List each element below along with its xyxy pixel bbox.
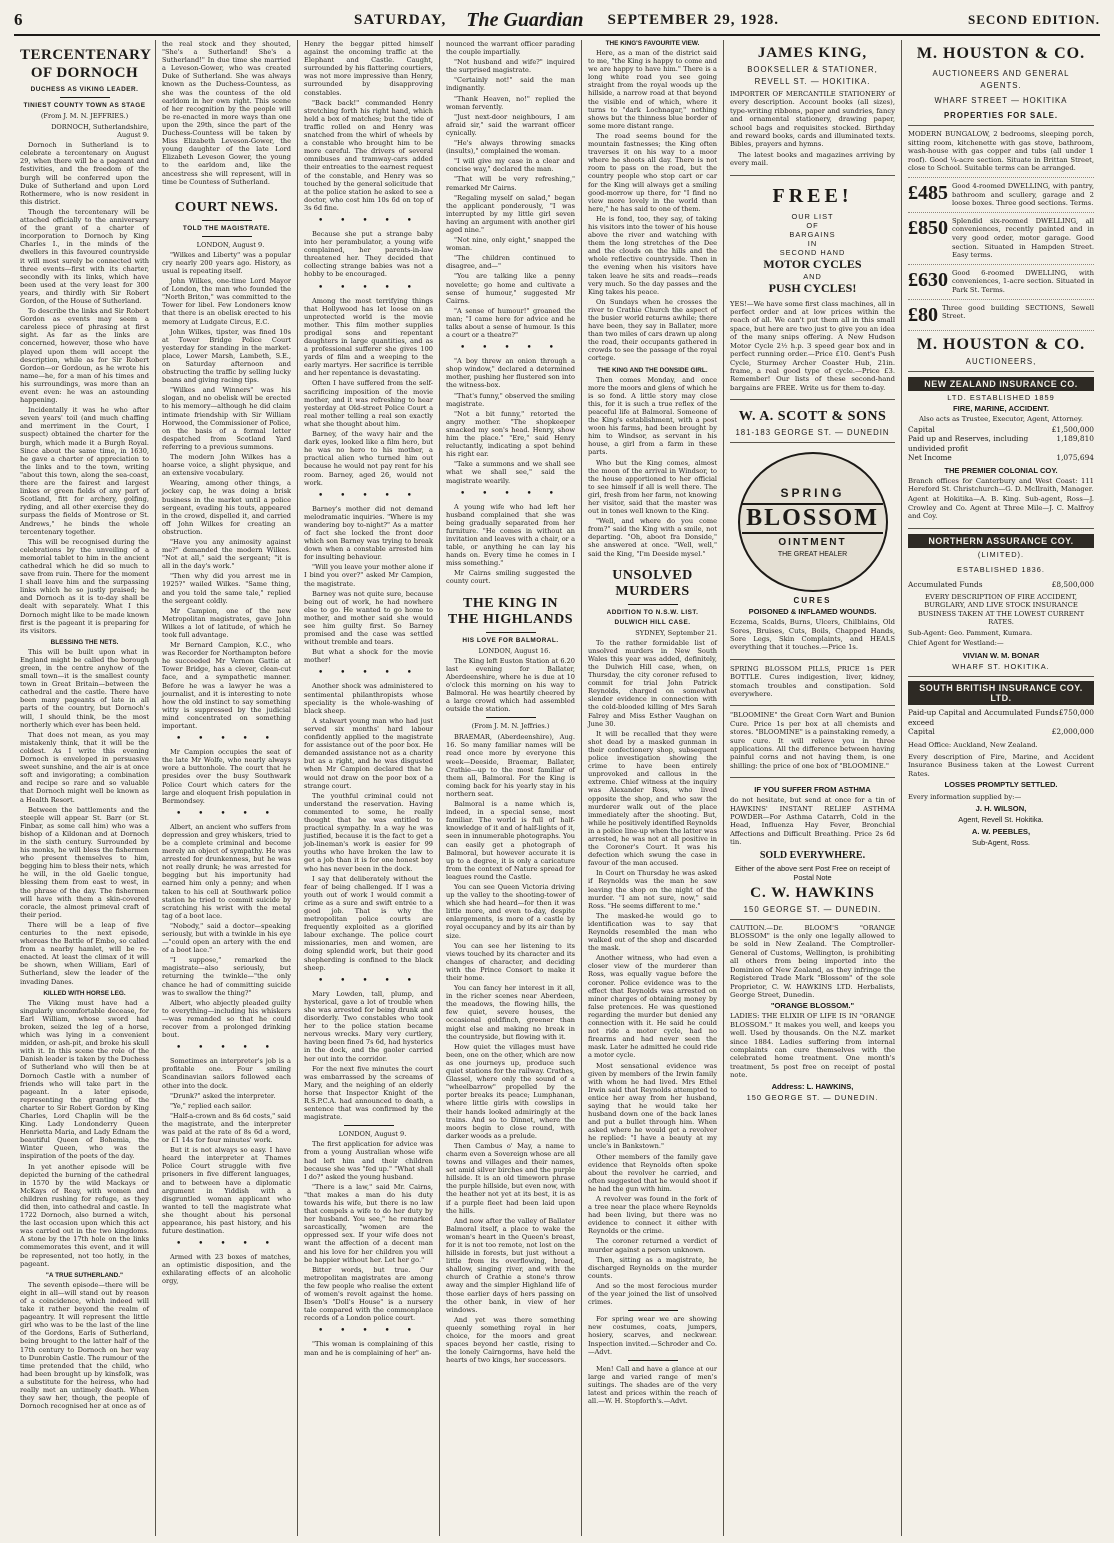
ad-text: CAUTION.—Dr. BLOOM'S "ORANGE BLOSSOM" is the only one legally allowed to be sold in New Zealand. The Comptroller-General of Customs, Wellington, is prohibiting all others from being imported into the Dominion of New Zealand, as they infringe the Registered Trade Mark "Blossom" of the sole Proprietor, C. W. HAWKINS LTD. Herbalists, George Street, Dunedin.	[730, 923, 895, 999]
section-heading: "A TRUE SUTHERLAND."	[45, 1271, 124, 1279]
logo-text: THE GREAT HEALER	[777, 551, 848, 559]
paragraph: "The children continued to disagree, and—"	[446, 254, 575, 271]
ad-asthma	[730, 778, 895, 919]
logo-text: SPRING	[780, 486, 845, 501]
paragraph: John Wilkes, tipster, was fined 10s at Tower Bridge Police Court yesterday for standing in the market-place, Lower Marsh, Lambeth, S.E., on Saturday afternoon and obstructing the traffic by selling lucky beans and giving racing tips.	[162, 327, 291, 385]
paragraph: The Viking must have had a singularly uncomfortable decease, for Earl William, whose sword had broken, seized the leg of a horse, which was lying in a convenient midden, or ash-pit, and broke his skull with it. In this scene the role of the Danish leader is taken by the Duchess of Sutherland who will then be at Dornoch Castle with a number of friends who will take part in the pageant. In a later episode, representing the granting of the charter to Sir Robert Gordon by King Charles, Lord Chaplin will be the King. Lady Londonderry Queen Henrietta Maria, and Lady Ednam the beautiful Queen of Bohemia, the Winter Queen, who was the inspiration of the poets of the day.	[20, 998, 149, 1161]
paragraph: A stalwart young man who had just served six months' hard labour confidently applied to the magistrate for assistance out of the poor box. He demanded assistance not as a charity but as a right, and he was disgusted when Mr Campion declared that he would not draw on the poor box of a strange court.	[304, 716, 433, 790]
paragraph: The road seems bound for the mountain fastnesses; the King often traverses it on his way to a moor where he shoots all day. There is not room to pass on the road, but the country people who stop cart or car for the King will always get a smiling good-morrow up there, for "I find no view more lovely in the world than here," he has said to one of them.	[588, 131, 717, 213]
ad-text: Agent at Hokitika—A. B. King. Sub-agent, Ross—J. Crowley and Co. Agent at Three Mile—J. C. Malfroy and Coy.	[908, 495, 1094, 521]
ad-line: POISONED & INFLAMED WOUNDS.	[748, 607, 877, 617]
logo-text: OINTMENT	[778, 537, 847, 549]
paragraph: "Then why did you arrest me in 1925?" wailed Wilkes. "Same thing, and you told the same tale," replied the sergeant coldly.	[162, 572, 291, 605]
advertiser-trade: BOOKSELLER & STATIONER,	[747, 65, 878, 74]
paragraph: Henry the beggar pitted himself against the oncoming traffic at the Elephant and Castle. Caught, surrounded by his flattering courtiers, was not more impressive than Henry, surrounded by disapproving constables.	[304, 40, 433, 97]
finance-row: Paid-up Capital and Accumulated Funds exceed £750,000	[908, 708, 1094, 727]
paragraph: Among the most terrifying things that Hollywood has let loose on an unprotected world is the movie mother. This film mother supplies prodigal sons and repentant daughters in large quantities, and as a professional sufferer she gives 100 yards of film and a weeping to the early martyrs. Her sacrifice is terrible and her repentance is devastating.	[304, 296, 433, 378]
paragraph: Albert, an ancient who suffers from depression and grey whiskers, tried to be a complete criminal and become merely an object of sympathy. He was arrested for drunkenness, but he was not really drunk; he was arrested for begging but his importunity had earned him only a penny; and when taken to his cell at Southwark police station he tried to commit suicide by scratching his wrist with the metal tag of a boot lace.	[162, 822, 291, 920]
advertiser-name: C. W. HAWKINS	[750, 884, 875, 901]
ad-text: YES!—We have some first class machines, all in perfect order and at low prices within the reach of all. We can't put them all in this small space, but here are two just to give you an idea of the many snips offering. A New Hudson Motor Cycle 2½ h.p. 3 speed gear box and in perfect running order.—Price £10. Gent's Push Cycle, Sturmey Archer Coaster Hub, 21in. frame, a real good type of cycle.—Price £3. Remember! Our lists of these second-hand bargains are FREE. Write us for them to-day.	[730, 299, 895, 392]
article-subheading: DULWICH HILL CASE.	[614, 618, 691, 626]
paragraph: And so the most ferocious murder of the year joined the list of unsolved crimes.	[588, 1281, 717, 1307]
property-price: £485	[908, 181, 948, 204]
paragraph: Mr Bernard Campion, K.C., who was Recorder for Northampton before he succeeded Mr Vernon Gattie at Tower Bridge, has a clever, clean-cut face, and a sympathetic manner. Before he was a lawyer he was a journalist, and it is interesting to note how the old instinct to say something witty is suppressed by the judicial mind concentrated on something important.	[162, 641, 291, 731]
paragraph: John Wilkes, one-time Lord Mayor of London, the man who founded the "North Briton," was committed to the Tower for libel. Few Londoners know that there is an obelisk erected to his memory at Ludgate Circus, E.C.	[162, 277, 291, 326]
paragraph: Bitter words, but true. Our metropolitan magistrates are among the few people who realise the extent of women's revolt against the home. Ibsen's "Doll's House" is a nursery tale compared with the commonplace records of a London police court.	[304, 1265, 433, 1323]
paragraph: "You are talking like a penny novelette; go home and cultivate a sense of humour," suggested Mr Cairns.	[446, 272, 575, 305]
ad-nz-insurance	[908, 372, 1094, 529]
paragraph: Then, sitting as a magistrate, he discharged Reynolds on the murder counts.	[588, 1255, 717, 1280]
paragraph: the real stock and they shouted, "She's a Sutherland! She's a Sutherland!" In due time she married a Leveson-Gower, who was created Duke of Sutherland. She was always known as the Duchess-Countess, as she was the countess of the old earldom in her own right. This scene of her recognition by the people will be re-enacted in more ways than one upon the 29th, since the part of the Duchess-Countess will be taken by Miss Elizabeth Leveson-Gower, the young daughter of the late Lord Elizabeth Leveson Gower, the young to the earldom and, like the ancestress she will represent, will in time be Countess of Sutherland.	[162, 40, 291, 186]
paragraph: nounced the warrant officer parading the couple impartially.	[446, 40, 575, 57]
paragraph: You can see Queen Victoria driving up the valley to the shooting-tower of which she had heard—for then it was little more, and even to-day, despite enlargements, is more of a castle by royal occupancy and by its air than by size.	[446, 882, 575, 940]
property-text: Good 6-roomed DWELLING, with conveniences, 1-acre section. Situated in Park St. Terms.	[952, 268, 1094, 294]
paragraph: But it is not always so easy. I have heard the interpreter at Thames Police Court struggle with five prisoners in five different languages, and to between have a diplomatic argument in Yiddish with a disgruntled woman applicant who wanted to tell the magistrate what she thought about his personal appearance, his past history, and his future destination.	[162, 1146, 291, 1236]
paragraph: BRAEMAR, (Aberdeenshire), Aug. 16. So many familiar names will be read once more by everyone this week—Deeside, Braemar, Ballater, Crathie—up to the most familiar of them all, Balmoral. For the King is coming back for his yearly stay in his northern seat.	[446, 733, 575, 798]
ad-line: AGENTS.	[980, 81, 1022, 90]
paragraph: That does not mean, as you may mistakenly think, that it will be the coldest. As I write this evening Dornoch is enveloped in persuasive sweet sunshine, and the air is at once soft and invigorating; a combination and recipe so rare and so valuable that Dornoch might well be known as a Health Resort.	[20, 730, 149, 804]
ad-text: Sub-Agent: Geo. Pamment, Kumara.	[908, 628, 1033, 637]
ad-houston-2	[908, 331, 1094, 372]
paragraph: And yet was there something queenly something royal in her choice, for the moors and great spaces beyond her castle, rising to the lonely Cairngorms, have held the hearts of two kings, her successors.	[446, 1315, 575, 1365]
spring-blossom-logo	[738, 452, 888, 592]
ad-text: "BLOOMINE" the Great Corn Wart and Bunion Cure. Price 1s per box at all chemists and stores. "BLOOMINE" is a painstaking remedy, a sure cure. It will relieve you in three applications. All the difference between having painful corns and not having them, is one shilling: the price of one box of "BLOOMINE."	[730, 711, 895, 770]
dateline: SYDNEY, September 21.	[635, 628, 717, 637]
paragraph: On Sundays when he crosses the river to Crathie Church the aspect of the busier world returns awhile; there have been, they say in Ballater, more than two miles of cars drawn up along the road, their occupants gathered in crowds to see the passage of the royal cortege.	[588, 297, 717, 363]
insurer-name: NEW ZEALAND INSURANCE CO.	[908, 377, 1094, 391]
paragraph: Who but the King comes, almost the moon of the arrival in Windsor, to the house apportioned to her official to see himself if all is well there. The girl, fresh from her farm, not knowing her visitor, said that the master was out in tones well known to the King.	[588, 458, 717, 516]
paragraph: Barney's mother did not demand melodramatic inquiries. "Where is my wandering boy to-night?" As a matter of fact she locked the front door which son Barney was trying to break down when a constable arrested him for insulting behaviour.	[304, 504, 433, 562]
paragraph: The youthful criminal could not understand the reservation. Having commented to some, he really thought that he was entitled to practical sympathy. In a way he was justified, because it is the fact to get a job-lineman's work is easier for 99 youths who have broken the law to get a job than it is for one honest boy who has never been in the dock.	[304, 791, 433, 873]
divider	[628, 1360, 678, 1361]
free-heading: FREE!	[772, 184, 853, 207]
paragraph: Wearing, among other things, a jockey cap, he was doing a brisk business in the market until a police sergeant, evading his touts, appeared in the crowd, dispelled it, and carried off John Wilkes for creating an obstruction.	[162, 479, 291, 536]
paragraph: "Thank Heaven, no!" replied the woman fervently.	[446, 94, 575, 111]
advertiser-name: M. HOUSTON & CO.	[916, 45, 1086, 62]
paragraph: Then Cambus o' May, a name to charm even a Sovereign whose are all towns and villages and their names, set amid silver birches and the purple hillside. It is an old timeworn phrase the purple hillside, but even now, with the heather not yet at its best, it is as if a purple fleet had been laid upon the hills.	[446, 1141, 575, 1215]
column-2	[156, 40, 298, 1536]
agent-name: A. W. PEEBLES,	[971, 826, 1031, 836]
paragraph: But what a shock for the movie mother!	[304, 648, 433, 665]
paragraph: "Nobody," said a doctor—speaking seriously, but with a twinkle in his eye—"could open an artery with the end of a boot lace."	[162, 921, 291, 955]
ad-northern-assurance	[908, 529, 1094, 678]
dateline: LONDON, August 9.	[196, 240, 265, 249]
separator-dots: • • • • •	[460, 488, 561, 499]
separator-dots: • • • • •	[176, 1043, 277, 1054]
paragraph: Other members of the family gave evidence that Reynolds often spoke about the revolver he carried, and often suggested that he would shoot if he had the gun with him.	[588, 1152, 717, 1193]
advertiser-name: JAMES KING,	[757, 45, 868, 61]
ad-text: Every information supplied by:—	[908, 793, 1022, 802]
paragraph: "Wilkes and Liberty" was a popular cry nearly 200 years ago. History, as usual is repeating itself.	[162, 250, 291, 275]
ad-heading: "ORANGE BLOSSOM."	[770, 1001, 855, 1011]
paragraph: "Well, and where do you come from?" said the King with a smile, not departing. "Oh, aboot fra Donside," she answered at once. "Well, well," said the King, "I'm Deeside mysel."	[588, 517, 717, 558]
separator-dots: • • • • •	[460, 343, 561, 354]
article-subheading: TOLD THE MAGISTRATE.	[182, 224, 271, 232]
ad-text: do not hesitate, but send at once for a tin of HAWKINS' INSTANT RELIEF ASTHMA POWDER—For Asthma Catarrh, Cold in the Head, Influenza Hay Fever, Bronchial Affections and Difficult Breathing. Price 2s 6d tin.	[730, 796, 895, 847]
divider	[60, 97, 110, 98]
paragraph: You can see her listening to its views touched by its character and its changes of character, and deciding with the Prince Consort to make it their home.	[446, 941, 575, 982]
paragraph: Because she put a strange baby into her perambulator, a young wife complained, her parents-in-law threatened her. They decided that collecting strange babies was not a hobby to be encouraged.	[304, 229, 433, 279]
separator-dots: • • • • •	[176, 808, 277, 819]
article-subheading: TINIEST COUNTY TOWN AS STAGE	[23, 102, 146, 109]
ad-heading: SOLD EVERYWHERE.	[759, 849, 866, 861]
paragraph: "Certainly not!" said the man indignantly.	[446, 76, 575, 93]
paragraph: "That will be very refreshing," remarked Mr Cairns.	[446, 175, 575, 192]
separator-dots: • • • • •	[318, 282, 419, 293]
ad-houston	[908, 40, 1094, 126]
separator-dots: • • • • •	[176, 1239, 277, 1250]
ad-text: Branch offices for Canterbury and West Coast: 111 Hereford St. Christchurch—G. D. McIlraith, Manager.	[908, 476, 1094, 493]
advertiser-address: Address: L. HAWKINS,	[771, 1081, 854, 1091]
agent-role: Sub-Agent, Ross.	[972, 837, 1030, 847]
ad-scott	[730, 400, 895, 443]
masthead	[14, 6, 1100, 36]
dateline: LONDON, August 9.	[338, 1130, 407, 1139]
ad-text: Also acts as Trustee, Executor, Agent, Attorney.	[919, 414, 1083, 423]
paragraph: To describe the links and Sir Robert Gordon as events may seem a careless piece of phrasing at first sight. As far as the links are concerned, however, those who have played upon them will accept the description, while as for Sir Robert Gordon—or Gordoun, as he wrote his name—he, for a man of his times and his surroundings, was more than an event even: he was an astounding happening.	[20, 307, 149, 405]
ad-text: EVERY DESCRIPTION OF FIRE ACCIDENT, BURGLARY, AND LIVE STOCK INSURANCE BUSINESS TAKEN AT THE LOWEST CURRENT RATES.	[917, 592, 1085, 627]
paragraph: And now after the valley of Ballater Balmoral itself, a place to wake the woman's heart in the Queen's breast, for it is not too remote, not lost on the hillside in forests, but just without a little from its overflowing, broad, shallow, singing river, and with the church of Crathie a stone's throw away and the simpler Highland life of those earlier days of hers passing on the other bank, in view of her windows.	[446, 1216, 575, 1314]
ad-column-right	[902, 40, 1100, 1536]
ad-line: SECOND HAND	[779, 247, 846, 257]
paragraph: In Court on Thursday he was asked if Reynolds was the man he saw leaving the shop on the night of the murder. "I am not sure, now," said Ross. "He seems different to me."	[588, 869, 717, 910]
divider	[486, 632, 536, 633]
ad-james-king	[730, 40, 895, 176]
paragraph: "There is a law," said Mr. Cairns, "that makes a man do his duty towards his wife, but there is no law that compels a wife to do her duty by her husband. You see," he remarked sarcastically, "women are the oppressed sex. If your wife does not want the affection of a decent man and his love for her children you will be happier without her. Let her go."	[304, 1182, 433, 1264]
paragraph: Though the tercentenary will be attached officially to the anniversary of the grant of a charter of incorporation to Dornoch by King Charles I., in the minds of the dwellers in this favoured countryside it will most surely be connected with three events—first with its charter, secondly with its links, which have been used at the very least for 300 years, and thirdly with Sir Robert Gordon, of the House of Sutherland.	[20, 207, 149, 305]
paragraph: Mr Campion occupies the seat of the late Mr Wolfe, who nearly always wore a buttonhole. The court that he presides over the busy Southwark Police Court which caters for the large and eloquent Irish population in Bermondsey.	[162, 748, 291, 805]
ad-line: LTD. ESTABLISHED 1859	[947, 392, 1055, 402]
finance-row: Paid up and Reserves, including undivided profit 1,189,810	[908, 434, 1094, 453]
paragraph: For the next five minutes the court was embarrassed by the screams of Mary, and the neighing of an elderly horse that Inspector Knight of the R.S.P.C.A. had announced to death, a sentence that was confirmed by the magistrate.	[304, 1064, 433, 1122]
ad-line: PUSH CYCLES!	[768, 280, 857, 295]
paragraph: Often I have suffered from the self-sacrificing imposition of the movie mother, and it was refreshing to hear yesterday at Old-street Police Court a real mother telling a real son exactly what she thought about him.	[304, 379, 433, 428]
ad-text: The latest books and magazines arriving by every mail.	[730, 150, 895, 168]
paragraph: "Not nine, only eight," snapped the woman.	[446, 236, 575, 253]
paper-title: The Guardian	[466, 8, 584, 31]
ad-caution	[730, 920, 895, 1106]
dateline: DORNOCH, Sutherlandshire, August 9.	[51, 123, 149, 140]
column-3	[298, 40, 440, 1536]
property-price: £850	[908, 216, 948, 239]
finance-row: Accumulated Funds £8,500,000	[908, 579, 1094, 589]
paragraph: Barney was not quite sure, because being out of work, he had nowhere else to go. He wanted to go home to mother, and mother said she would see him guilty first. So Barney promised and the case was settled without tremble and tears.	[304, 589, 433, 647]
ad-line: ESTABLISHED 1836.	[957, 564, 1045, 574]
ad-text: Eczema, Scalds, Burns, Ulcers, Chilblains, Old Sores, Bruises, Cuts, Boils, Chapped Hands, Sore Legs, Skin Complaints, and HEALS everything that it touches.—Price 1s.	[730, 618, 895, 652]
ad-line: THE PREMIER COLONIAL COY.	[944, 465, 1058, 475]
agent-address: WHARF ST. HOKITIKA.	[952, 662, 1050, 672]
paragraph: "I suppose," remarked the magistrate—also seriously, but returning the twinkle—"the only chance he had of committing suicide was to swallow the thing?"	[162, 956, 291, 997]
insurer-name: NORTHERN ASSURANCE COY.	[908, 534, 1094, 548]
paragraph: Barney, of the wavy hair and the dark eyes, looked like a film hero, but he was no hero to his mother, a practical alien who turned him out because he would not pay rent for his room. Barney, aged 26, would not work.	[304, 430, 433, 487]
paragraph: Then comes Monday, and once more the moors and glens of which he is so fond. A little story may close this, for it is such a true reflex of the peaceful life at Balmoral. Someone of the King's establishment, with a post woon his farms, had been brought by him to Windsor, as servant in his house, a girl from a farm in these parts.	[588, 375, 717, 457]
property-text: MODERN BUNGALOW, 2 bedrooms, sleeping porch, sitting room, kitchenette with gas stove, bathroom, wash-house with gas copper and tubs (all under 1 roof). Good ¼-acre section. Situate in Brittan Street, close to School. Suitable terms can be arranged.	[908, 130, 1094, 173]
paragraph: This will be built upon what in England might be called the borough green, in the centre anyhow of the small town—it is the smallest county town in Great Britain—between the cathedral and the castle. There have been many pageants of late in all parts of the country, but Dornoch's will, I should think, be the most northerly which ever has been held.	[20, 647, 149, 729]
paragraph: "Have you any animosity against me?" demanded the modern Wilkes. "Not at all," said the sergeant; "it is all in the day's work."	[162, 537, 291, 571]
property-listing	[908, 265, 1094, 300]
section-heading: THE KING AND THE DONSIDE GIRL.	[597, 366, 708, 374]
paragraph: "This woman is complaining of this man and he is complaining of her" an-	[304, 1340, 433, 1357]
paragraph: "Not husband and wife?" inquired the surprised magistrate.	[446, 58, 575, 75]
ad-text: LADIES: THE ELIXIR OF LIFE IS IN "ORANGE BLOSSOM." It makes you well, and keeps you well. Used by thousands. On the N.Z. market since 1884. Ladies suffering from internal complaints can cure themselves with the celebrated home treatment. One month's treatment, 5s post free on receipt of postal note.	[730, 1012, 895, 1080]
logo-text: BLOSSOM	[742, 503, 883, 534]
paragraph: Mary Lowden, tall, plump, and hysterical, gave a lot of trouble when she was arrested for being drunk and disorderly. Two constables who took her to the police station became nervous wrecks. Mary very curtlery, having been fined 7s 6d, had hysterics in the dock, and the gaoler carried her out into the corridor.	[304, 989, 433, 1063]
dateline: LONDON, August 16.	[478, 646, 551, 655]
paragraph: This will be recognised during the celebrations by the unveiling of a memorial tablet to him in the ancient cathedral which he did so much to save from ruin. There for the moment I shall leave him and the surpassing links which he so justly praised; he and Dornoch as it is to-day shall be dealt with separately. What I this Dornoch might like to be made known first is the pageant it is preparing for its visitors.	[20, 537, 149, 635]
paragraph: How quiet the villages must have been, one on the other, which are now as one journeys up, produce such quiet stations for the railway. Crathes, Glassel, where only the sound of a "wheelbarrow" propelled by the porter breaks its peace; Lumphanan, where little girls with cowslips in their hands looked admiringly at the trains. And so to Dinnet, where the moors begin to close round, with darker woods as a prelude.	[446, 1042, 575, 1140]
ad-line: MOTOR CYCLES	[763, 256, 862, 271]
byline: (From J. M. N. Jeffries.)	[471, 722, 550, 731]
property-text: Splendid six-roomed DWELLING, all conveniences, recently painted and in very good order, motor garage. Good section. Situated in Hampden Street. Easy terms.	[952, 216, 1094, 260]
ad-line: CURES	[793, 596, 832, 606]
finance-row: Capital £1,500,000	[908, 424, 1094, 434]
paragraph: The masked-he would go to identification was to say that Reynolds resembled the man who walked out of the shop and discarded the mask.	[588, 911, 717, 953]
separator-dots: • • • • •	[318, 668, 419, 679]
insurer-name: SOUTH BRITISH INSURANCE COY. LTD.	[908, 681, 1094, 705]
ad-text: Every description of Fire, Marine, and Accident Insurance Business taken at the Lowest Current Rates.	[908, 753, 1094, 778]
paragraph: "A boy threw an onion through a shop window," declared a determined mother, pushing her flustered son into the witness-box.	[446, 357, 575, 390]
paragraph: For spring wear we are showing new costumes, coats, jumpers, hosiery, scarves, and neckwear. Inspection invited.—Schroder and Co.—Advt.	[588, 1315, 717, 1356]
paragraph: "He's always throwing smacks (insults)," complained the woman.	[446, 139, 575, 156]
paragraph: Most sensational evidence was given by members of the Irwin family with whom he had lived. Mrs Ethel Irwin said that Reynolds attempted to entice her away from her husband, saying that he would take her husband down one of the back lanes and put a bullet through him. When asked where he would get a revolver he replied: "I have a beauty at my uncle's in Bankstown."	[588, 1061, 717, 1151]
column-1	[14, 40, 156, 1536]
section-heading: THE KING'S FAVOURITE VIEW.	[605, 40, 700, 47]
separator-dots: • • • • •	[318, 215, 419, 226]
paragraph: "Wilkes and Winners" was his slogan, and no obelisk will be erected to his memory—although he did claim intimate friendship with Sir William Horwood, the Commissioner of Police, on the basis of a formal letter despatched from Scotland Yard referring to a previous summons.	[162, 386, 291, 451]
ad-line: AUCTIONEERS,	[965, 356, 1037, 366]
article-title: THE KING IN THE HIGHLANDS	[447, 595, 574, 627]
article-subheading: DUCHESS AS VIKING LEADER.	[30, 86, 139, 93]
property-text: Three good building SECTIONS, Sewell Street.	[942, 303, 1094, 321]
paragraph: "Take a summons and we shall see what we shall see," said the magistrate wearily.	[446, 460, 575, 485]
paragraph: "Ye," replied each sailor.	[170, 1101, 252, 1110]
ad-line: AUCTIONEERS AND GENERAL	[932, 69, 1070, 78]
property-price: £80	[908, 303, 938, 326]
divider	[202, 220, 252, 221]
article-title: TERCENTENARY OF DORNOCH	[20, 47, 152, 81]
paragraph: "Just next-door neighbours, I am afraid sir," said the warrant officer cynically.	[446, 112, 575, 137]
paragraph: Incidentally it was he who after seven years' toil (and much chaffing and merriment in the Court, I suspect) obtained the charter for the burgh, which made it a Burgh Royal. Since about the same time, in 1630, he gave a charter of appreciation to the links and to the town, writing "about this town, along the sea-coast, there are the fairest and largest linkes or green fields of any part of Scotland, fitt for archery, golfing, ryding, and all other exercise they do surpass the fields of Montrose or St. Andrews," he binds the whole tercentenary together.	[20, 406, 149, 536]
separator-dots: • • • • •	[318, 490, 419, 501]
paragraph: Another witness, who had even a closer view of the murderer than Ross, was equally vague before the coroner. Police evidence was to the effect that Reynolds was arrested on minor charges of obtaining money by false pretences. He was questioned regarding the murder but denied any connection with it. He said he could not ride a motor cycle, had no firearms and had never seen the mask. Later he admitted he could ride a motor cycle.	[588, 954, 717, 1060]
advertiser-address: 150 GEORGE ST. — DUNEDIN.	[746, 1092, 879, 1102]
finance-row: Capital £2,000,000	[908, 727, 1094, 737]
paragraph: "Half-a-crown and 8s 6d costs," said the magistrate, and the interpreter was paid at the rate of 8s 6d a word, or £1 14s for four minutes' work.	[162, 1111, 291, 1145]
paragraph: Between the battlements and the steeple will appear St. Barr (or St. Finbar, as some call him) who was a bishop of a Kildonan and at Dornoch in the sixth century. Surrounded by his monks, he will bless the fishermen who present themselves to him, begging him to bless their nets, which he will, in the old Gaelic tongue, blessing them from east to west, in the phrase of the day. The fishermen will have with them a skin-covered coracle, the almost primeval craft of their period.	[20, 805, 149, 919]
paragraph: A young wife who had left her husband complained that she was being gradually separated from her furniture. "He comes in without an invitation and leaves with a chair, or a table, or anything he can lay his hands on. Every time he comes in I miss something."	[446, 502, 575, 568]
property-listing	[908, 126, 1094, 178]
ad-bloomine	[730, 706, 895, 778]
separator-dots: • • • • •	[176, 734, 277, 745]
paragraph: Armed with 23 boxes of matches, an optimistic disposition, and the exhilarating effects of an alcoholic orgy,	[162, 1253, 291, 1286]
ad-line: AND	[803, 271, 822, 281]
divider	[202, 236, 252, 237]
advertiser-name: M. HOUSTON & CO.	[916, 335, 1086, 353]
paragraph: I say that deliberately without the fear of being challenged. If I was a youth out of work I would commit a crime as a sure and swift entrée to a good job. That is why the metropolitan police courts are frequently exploited as a glorified labour exchange. The police court missionaries, men and women, are doing splendid work, but their good shepherding is confined to the black sheep.	[304, 874, 433, 972]
paragraph: Here, as a man of the district said to me, "the King is happy to come and we are happy to have him." There is a long white road you see going straight from the royal woods up the hillside, a narrow road at that beyond the visible end of which, where it turns to "dark Lochnagar," nothing shows but the thinness blue border of some more distant range.	[588, 49, 717, 130]
paragraph: To the rather formidable list of unsolved murders in New South Wales this year was added, definitely, the Dulwich Hill case, when, on Thursday, the city coroner refused to commit for trial John Patrick Reynolds, charged on somewhat slender evidence in connection with the cold-blooded killing of Mrs Sarah Falrey and Miss Esther Vaughan on June 30.	[588, 638, 717, 728]
paragraph: "That's funny," observed the smiling magistrate.	[446, 391, 575, 408]
divider	[628, 1310, 678, 1311]
page-number: 6	[14, 10, 23, 29]
advertiser-address: 150 GEORGE ST. — DUNEDIN.	[743, 904, 882, 914]
paragraph: Mr Campion, one of the new Metropolitan magistrates, gave John Wilkes a lot of latitude, of which he took full advantage.	[162, 606, 291, 639]
ad-line: LOSSES PROMPTLY SETTLED.	[944, 780, 1058, 790]
advertiser-name: W. A. SCOTT & SONS	[738, 409, 887, 425]
paragraph: The seventh episode—there will be eight in all—will stand out by reason of a coincidence, which indeed will take it rather beyond the realm of pageantry. It will represent the little girl who was to be the last of the line of the Gordons, Earls of Sutherland, being brought to the latter half of the 17th century to Dornoch on her way to Dunrobin Castle. The rumour of the time pretended that the child, who had been brought up by kinsfolk, was a substitute for the heiress, who had really met an untimely death. When they saw her, though, the people of Dornoch recognised her at once as of	[20, 1280, 149, 1411]
property-listing	[908, 213, 1094, 265]
paragraph: "I will give my case in a clear and concise way," declared the man.	[446, 157, 575, 174]
paragraph: The first application for advice was from a young Australian whose wife had left him and their children because she was "fed up." "What shall I do?" asked the young husband.	[304, 1140, 433, 1181]
section-heading: KILLED WITH HORSE LEG.	[43, 989, 126, 997]
separator-dots: • • • • •	[318, 975, 419, 986]
paragraph: He is fond, too, they say, of taking his visitors into the tower of his house above the river and watching with them the long stretches of the Dee and the clouds on the hills and the whole reflective countryside. Then in the evening when his visitors have taken leave he sits and reads—reads very much. So the day passes and the King takes his peace.	[588, 214, 717, 296]
ad-text: IMPORTER OF MERCANTILE STATIONERY of every description. Account books (all sizes), type-writing ribbons, paper and sundries, fancy and ornamental stationery, drawing paper, school bags and requisites stocked. Birthday and reward books, cards and illuminated texts. Bibles, prayers and hymns.	[730, 90, 895, 149]
agent-name: J. H. WILSON,	[975, 803, 1027, 813]
agent-role: Agent, Revell St. Hokitika.	[958, 814, 1044, 824]
paragraph: The coroner returned a verdict of murder against a person unknown.	[588, 1237, 717, 1254]
edition-label: SECOND EDITION.	[967, 12, 1100, 27]
paragraph: Balmoral is a name which is, indeed, in a special sense, most familiar. The world is full of half-knowledge of it and of half-lights of it, seen in innumerable photographs. You can easily get a photograph of Balmoral, but however accurate it is up to a degree, it is only a caricature from the context of Nature spread for leagues round the Castle.	[446, 800, 575, 881]
ad-line: BARGAINS	[789, 229, 836, 239]
paragraph: You can fancy her interest in it all, in the richer scenes near Aberdeen, the meadows, the flowing hills, the few quiet, severe houses, the occasional goldfinch, greener than might else and making no break in the countryside, but flowing with it.	[446, 984, 575, 1041]
masthead-date: SEPTEMBER 29, 1928.	[607, 11, 780, 28]
separator-dots: • • • • •	[318, 1326, 419, 1337]
divider	[486, 717, 536, 718]
ad-text: Head Office: Auckland, New Zealand.	[908, 740, 1038, 749]
advertiser-address: REVELL ST. — HOKITIKA.	[754, 77, 871, 86]
ad-column-left	[724, 40, 902, 1536]
ad-line: (LIMITED).	[977, 549, 1025, 559]
article-subheading: HIS LOVE FOR BALMORAL.	[462, 636, 559, 644]
agent-name: VIVIAN W. M. BONAR	[962, 651, 1040, 661]
ad-line: OUR LIST	[791, 211, 834, 221]
paragraph: A revolver was found in the fork of a tree near the place where Reynolds had been living, but there was no evidence to connect it either with Reynolds or the crime.	[588, 1195, 717, 1236]
ad-text: SPRING BLOSSOM PILLS, PRICE 1s PER BOTTLE. Cures indigestion, liver, kidney, stomach troubles and constipation. Sold everywhere.	[730, 664, 895, 698]
ad-spring-blossom	[730, 443, 895, 660]
paragraph: It will be recalled that they were shot dead by a masked gunman in their confectionery shop, subsequent police investigation showing the crime to have been entirely unprovoked and callous in the extreme. Chief witness at the inquiry was Alexander Ross, who lived opposite the shop, and who saw the murderer walk out of the place immediately after the shooting. But, while he positively identified Reynolds in a police line-up when the latter was arrested, he was not at all positive in the Coroner's Court. It was his defection which swung the case in favour of the man accused.	[588, 729, 717, 868]
paragraph: "A sense of humour!" groaned the man; "I came here for advice and he talks about a sense of humour. Is this a court or a theatre?"	[446, 306, 575, 340]
section-heading: BLESSING THE NETS.	[50, 638, 119, 646]
ad-line: FIRE, MARINE, ACCIDENT.	[953, 403, 1049, 413]
property-price: £630	[908, 268, 948, 291]
ad-free-bargains	[730, 176, 895, 400]
paragraph: Another shock was administered to sentimental philanthropists whose speciality is the whole-washing of black sheep.	[304, 682, 433, 715]
divider	[344, 1125, 394, 1126]
property-listing	[908, 178, 1094, 213]
ad-line: IN	[807, 238, 818, 248]
paragraph: "Will you leave your mother alone if I bind you over?" asked Mr Campion, the magistrate.	[304, 563, 433, 588]
ad-line: Either of the above sent Post Free on receipt of Postal Note	[735, 863, 890, 882]
article-title: COURT NEWS.	[174, 199, 279, 215]
paragraph: The modern John Wilkes has a hoarse voice, a slight physique, and an extensive vocabulary.	[162, 453, 291, 478]
column-5	[582, 40, 724, 1536]
paragraph: Albert, who abjectly pleaded guilty to everything—including his whiskers—was remanded so that he could recover from a prolonged drinking bout.	[162, 998, 291, 1040]
ad-line: OF	[806, 220, 819, 230]
paragraph: There will be a leap of five centuries to the next episode, whereas the Battle of Embo, so called from a nearby hamlet, will be re-enacted. At least the climax of it will be shown, when William, Earl of Sutherland, slew the leader of the invading Danes.	[20, 920, 149, 986]
ad-line: WHARF STREET — HOKITIKA	[934, 96, 1068, 105]
paragraph: "Not a bit funny," retorted the angry mother. "The shopkeeper smacked my son's head. Henry, show him the place." "Ere," said Henry reluctantly, indicating a spot behind his right ear.	[446, 409, 575, 459]
paragraph: The King left Euston Station at 6.20 last evening for Ballater, Aberdeenshire, where he is due at 10 o'clock this morning on his way to Balmoral. He was heartily cheered by a large crowd which had assembled outside the station.	[446, 656, 575, 714]
ad-heading: IF YOU SUFFER FROM ASTHMA	[754, 785, 871, 795]
paragraph: "Drunk?" asked the interpreter.	[170, 1091, 276, 1100]
paragraph: Mr Cairns smiling suggested the county court.	[446, 569, 575, 586]
ad-line: PROPERTIES FOR SALE.	[943, 111, 1058, 120]
finance-row: Net Income 1,075,694	[908, 453, 1094, 463]
property-text: Good 4-roomed DWELLING, with pantry, bathroom and scullery, garage and 2 loose boxes. Three good sections. Terms.	[952, 181, 1094, 208]
paragraph: "Back back!" commanded Henry stretching forth his right hand, which held a box of matches; but the tide of traffic rolled on and Henry was snatched from the whirl of wheels by a constable who brought him to be more careful. The drivers of several omnibuses and tramway-cars added their entreaties to the earnest request of the constable, and Henry was so touched by the general solicitude that at the police station he asked to see a doctor, who cost him 10s 6d on top of 3s 6d fine.	[304, 98, 433, 212]
paragraph: In yet another episode will be depicted the burning of the cathedral in 1570 by the wild Mackays or McKays of Reay, with women and children rushing for refuge, as they did then, into cathedral and castle. In 1722 Dornoch, also burned a witch, the last occasion upon which this act was carried out in the two kingdoms. A stone by the 17th hole on the links commemorates this event, and it will be represented, not too hotly, in the pageant.	[20, 1162, 149, 1268]
divider	[628, 604, 678, 605]
ad-south-british	[908, 677, 1094, 850]
property-listing	[908, 300, 1094, 331]
paragraph: Sometimes an interpreter's job is a profitable one. Four smiling Scandinavian sailors followed each other into the dock.	[162, 1057, 291, 1090]
advertiser-address: 181-183 GEORGE ST. — DUNEDIN	[735, 428, 890, 438]
article-title: UNSOLVED MURDERS	[612, 567, 693, 599]
paragraph: "Regaling myself on salad," began the applicant ponderously, "I was interrupted by my little girl seven having an argument with another girl aged nine."	[446, 193, 575, 234]
byline: (From J. M. N. JEFFRIES.)	[40, 112, 129, 120]
column-4	[440, 40, 582, 1536]
ad-pills	[730, 660, 895, 707]
paragraph: Men! Call and have a glance at our large and varied range of men's suitings. The shades are of the very latest and prices within the reach of all.—W. H. Stopforth's.—Advt.	[588, 1364, 717, 1406]
article-subheading: ADDITION TO N.S.W. LIST.	[606, 608, 699, 616]
masthead-day: SATURDAY,	[354, 11, 447, 28]
paragraph: Dornoch in Sutherland is to celebrate a tercentenary on August 29, when there will be a pageant and festivities, and the freedom of the burgh will be conferred upon the Duke of Sutherland and upon Lord Rothermere, who is now resident in this district.	[20, 141, 149, 206]
ad-text: Chief Agent for Westland:—	[908, 639, 1004, 647]
